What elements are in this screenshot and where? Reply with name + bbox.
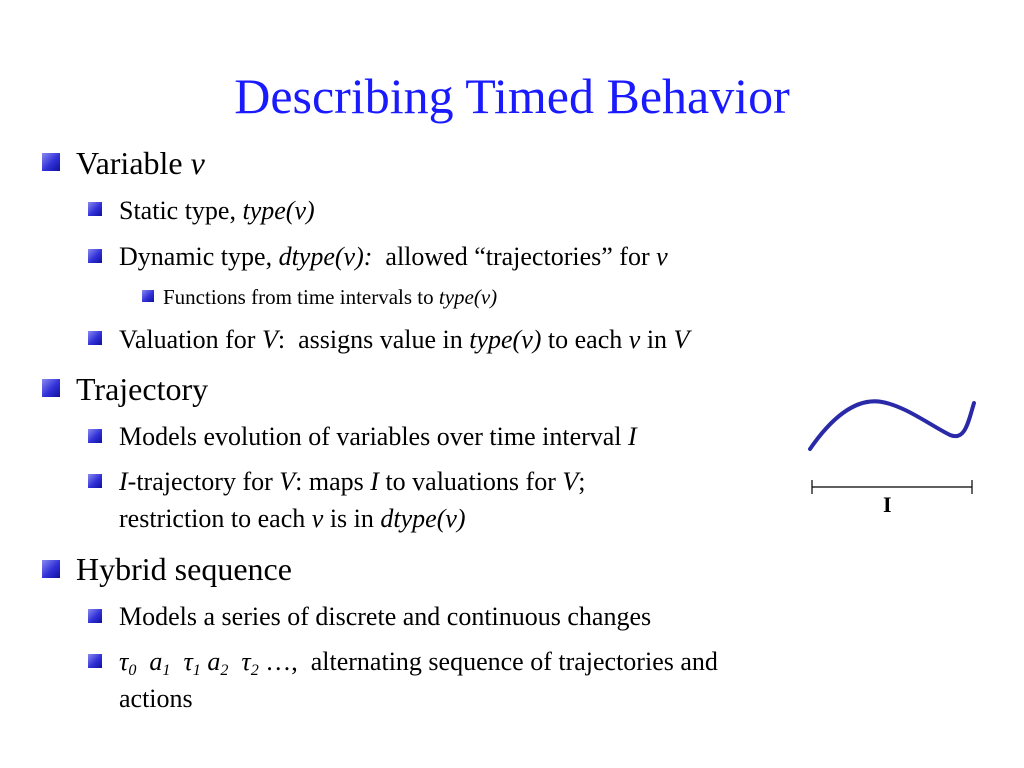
bullet-icon bbox=[42, 153, 60, 171]
bullet-models-series: Models a series of discrete and continuous changes bbox=[119, 602, 652, 631]
bullet-alternating-sequence-line2: actions bbox=[119, 684, 193, 713]
bullet-i-trajectory: I-trajectory for V: maps I to valuations for V; bbox=[119, 467, 586, 496]
variable-label: Variable bbox=[76, 145, 183, 181]
bullet-dynamic-type: Dynamic type, dtype(v): allowed “trajectories” for v bbox=[119, 242, 668, 271]
bullet-icon bbox=[88, 249, 102, 263]
bullet-icon bbox=[88, 331, 102, 345]
bullet-icon bbox=[142, 290, 154, 302]
bullet-functions: Functions from time intervals to type(v) bbox=[163, 285, 498, 309]
variable-symbol: v bbox=[190, 145, 205, 181]
bullet-hybrid-sequence: Hybrid sequence bbox=[76, 551, 292, 587]
bullet-icon bbox=[88, 609, 102, 623]
bullet-trajectory: Trajectory bbox=[76, 371, 209, 407]
bullet-valuation: Valuation for V: assigns value in type(v) to each v in V bbox=[119, 325, 690, 354]
interval-label: I bbox=[883, 492, 892, 517]
bullet-icon bbox=[88, 202, 102, 216]
bullet-static-type: Static type, type(v) bbox=[119, 196, 315, 225]
bullet-alternating-sequence: $\tau_0$ $a_1$ $\tau_1$ $a_2$ $\tau_2$ …, alternating sequence of trajectories and bbox=[119, 647, 718, 679]
bullet-icon bbox=[88, 429, 102, 443]
bullet-icon bbox=[42, 560, 60, 578]
trajectory-diagram bbox=[800, 395, 990, 505]
slide-title: Describing Timed Behavior bbox=[234, 68, 790, 124]
bullet-icon bbox=[88, 474, 102, 488]
bullet-i-trajectory-line2: restriction to each v is in dtype(v) bbox=[119, 504, 466, 533]
trajectory-curve bbox=[810, 401, 974, 449]
bullet-icon bbox=[88, 654, 102, 668]
bullet-icon bbox=[42, 379, 60, 397]
bullet-models-evolution: Models evolution of variables over time interval I bbox=[119, 422, 637, 451]
bullet-variable bbox=[76, 145, 205, 181]
